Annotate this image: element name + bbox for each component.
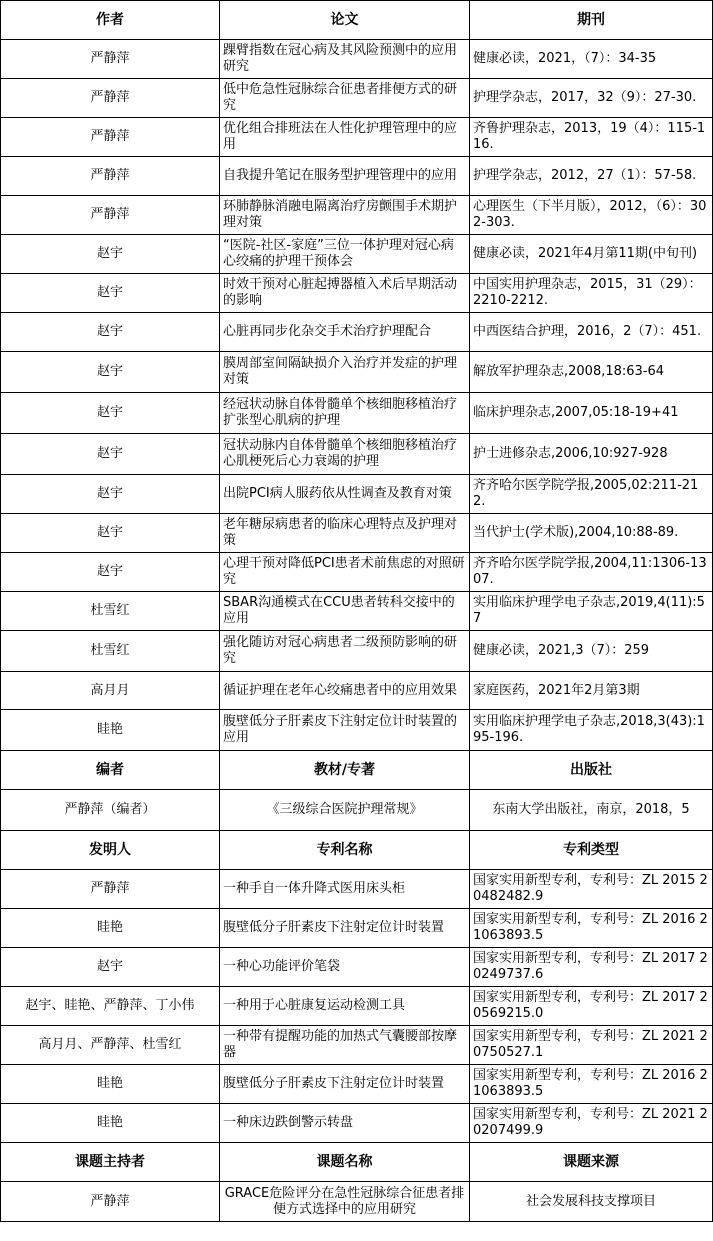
inventor-cell: 高月月、严静萍、杜雪红 <box>1 1026 220 1065</box>
paper-title-cell: 心脏再同步化杂交手术治疗护理配合 <box>220 313 470 352</box>
journal-cell: 家庭医药，2021年2月第3期 <box>470 672 713 710</box>
author-cell: 赵宇 <box>1 514 220 553</box>
column-header-project-leader: 课题主持者 <box>1 1143 220 1182</box>
project-source-cell: 社会发展科技支撑项目 <box>470 1182 713 1222</box>
paper-title-cell: 膜周部室间隔缺损介入治疗并发症的护理对策 <box>220 352 470 393</box>
papers-header-row <box>1 1 713 40</box>
table-row <box>1 157 713 196</box>
table-row <box>1 672 713 710</box>
author-cell: 赵宇 <box>1 235 220 274</box>
paper-title-cell: 强化随访对冠心病患者二级预防影响的研究 <box>220 631 470 672</box>
patent-type-cell: 国家实用新型专利，专利号：ZL 2017 2 0249737.6 <box>470 948 713 987</box>
author-cell: 高月月 <box>1 672 220 710</box>
table-row <box>1 235 713 274</box>
journal-cell: 健康必读，2021，（7）：34-35 <box>470 40 713 79</box>
inventor-cell: 眭艳 <box>1 1104 220 1143</box>
author-cell: 严静萍 <box>1 157 220 196</box>
patent-name-cell: 腹壁低分子肝素皮下注射定位计时装置 <box>220 909 470 948</box>
journal-cell: 齐齐哈尔医学院学报,2005,02:211-212. <box>470 475 713 514</box>
journal-cell: 护士进修杂志,2006,10:927-928 <box>470 434 713 475</box>
table-row <box>1 393 713 434</box>
editor-cell: 严静萍（编者） <box>1 790 220 831</box>
author-cell: 赵宇 <box>1 475 220 514</box>
patent-type-cell: 国家实用新型专利，专利号：ZL 2017 2 0569215.0 <box>470 987 713 1026</box>
author-cell: 严静萍 <box>1 40 220 79</box>
table-row <box>1 352 713 393</box>
author-cell: 赵宇 <box>1 553 220 592</box>
table-row <box>1 790 713 831</box>
inventor-cell: 严静萍 <box>1 870 220 909</box>
table-row <box>1 434 713 475</box>
author-cell: 严静萍 <box>1 196 220 235</box>
patent-type-cell: 国家实用新型专利，专利号：ZL 2016 2 1063893.5 <box>470 1065 713 1104</box>
author-cell: 赵宇 <box>1 434 220 475</box>
journal-cell: 齐鲁护理杂志，2013，19（4）：115-116. <box>470 118 713 157</box>
journal-cell: 当代护士(学术版),2004,10:88-89. <box>470 514 713 553</box>
paper-title-cell: 老年糖尿病患者的临床心理特点及护理对策 <box>220 514 470 553</box>
journal-cell: 中国实用护理杂志，2015，31（29）：2210-2212. <box>470 274 713 313</box>
projects-header-row <box>1 1143 713 1182</box>
table-row <box>1 118 713 157</box>
journal-cell: 心理医生（下半月版），2012，（6）：302-303. <box>470 196 713 235</box>
journal-cell: 护理学杂志，2012，27（1）：57-58. <box>470 157 713 196</box>
table-row <box>1 475 713 514</box>
journal-cell: 中西医结合护理，2016，2（7）：451. <box>470 313 713 352</box>
author-cell: 赵宇 <box>1 352 220 393</box>
table-row <box>1 313 713 352</box>
paper-title-cell: 循证护理在老年心绞痛患者中的应用效果 <box>220 672 470 710</box>
textbook-cell: 《三级综合医院护理常规》 <box>220 790 470 831</box>
author-cell: 眭艳 <box>1 710 220 751</box>
journal-cell: 齐齐哈尔医学院学报,2004,11:1306-1307. <box>470 553 713 592</box>
journal-cell: 实用临床护理学电子杂志,2018,3(43):195-196. <box>470 710 713 751</box>
paper-title-cell: 腹壁低分子肝素皮下注射定位计时装置的应用 <box>220 710 470 751</box>
paper-title-cell: 心理干预对降低PCI患者术前焦虑的对照研究 <box>220 553 470 592</box>
column-header-project-name: 课题名称 <box>220 1143 470 1182</box>
column-header-paper: 论文 <box>220 1 470 40</box>
journal-cell: 健康必读，2021,3（7）：259 <box>470 631 713 672</box>
table-row <box>1 710 713 751</box>
author-cell: 杜雪红 <box>1 631 220 672</box>
column-header-journal: 期刊 <box>470 1 713 40</box>
table-row <box>1 1026 713 1065</box>
column-header-publisher: 出版社 <box>470 751 713 790</box>
author-cell: 赵宇 <box>1 393 220 434</box>
patent-type-cell: 国家实用新型专利，专利号：ZL 2021 2 0750527.1 <box>470 1026 713 1065</box>
inventor-cell: 眭艳 <box>1 909 220 948</box>
paper-title-cell: 优化组合排班法在人性化护理管理中的应用 <box>220 118 470 157</box>
table-row <box>1 274 713 313</box>
table-row <box>1 196 713 235</box>
paper-title-cell: SBAR沟通模式在CCU患者转科交接中的应用 <box>220 592 470 631</box>
table-row <box>1 514 713 553</box>
column-header-project-source: 课题来源 <box>470 1143 713 1182</box>
column-header-author: 作者 <box>1 1 220 40</box>
table-row <box>1 40 713 79</box>
column-header-patent-name: 专利名称 <box>220 831 470 870</box>
journal-cell: 实用临床护理学电子杂志,2019,4(11):57 <box>470 592 713 631</box>
inventor-cell: 眭艳 <box>1 1065 220 1104</box>
author-cell: 严静萍 <box>1 79 220 118</box>
author-cell: 严静萍 <box>1 118 220 157</box>
publisher-cell: 东南大学出版社，南京，2018，5 <box>470 790 713 831</box>
table-row <box>1 1065 713 1104</box>
paper-title-cell: 冠状动脉内自体骨髓单个核细胞移植治疗心肌梗死后心力衰竭的护理 <box>220 434 470 475</box>
paper-title-cell: “医院-社区-家庭”三位一体护理对冠心病心绞痛的护理干预体会 <box>220 235 470 274</box>
journal-cell: 健康必读，2021年4月第11期(中旬刊) <box>470 235 713 274</box>
journal-cell: 临床护理杂志,2007,05:18-19+41 <box>470 393 713 434</box>
patent-name-cell: 一种带有提醒功能的加热式气囊腰部按摩器 <box>220 1026 470 1065</box>
project-leader-cell: 严静萍 <box>1 1182 220 1222</box>
author-cell: 杜雪红 <box>1 592 220 631</box>
paper-title-cell: 自我提升笔记在服务型护理管理中的应用 <box>220 157 470 196</box>
patent-name-cell: 一种用于心脏康复运动检测工具 <box>220 987 470 1026</box>
patent-type-cell: 国家实用新型专利，专利号：ZL 2021 2 0207499.9 <box>470 1104 713 1143</box>
table-row <box>1 909 713 948</box>
table-row <box>1 1104 713 1143</box>
paper-title-cell: 低中危急性冠脉综合征患者排便方式的研究 <box>220 79 470 118</box>
table-row <box>1 79 713 118</box>
paper-title-cell: 出院PCI病人服药依从性调查及教育对策 <box>220 475 470 514</box>
table-row <box>1 870 713 909</box>
table-row <box>1 553 713 592</box>
table-row <box>1 1182 713 1222</box>
author-cell: 赵宇 <box>1 274 220 313</box>
patent-name-cell: 一种手自一体升降式医用床头柜 <box>220 870 470 909</box>
inventor-cell: 赵宇、眭艳、严静萍、丁小伟 <box>1 987 220 1026</box>
patents-header-row <box>1 831 713 870</box>
project-name-cell: GRACE危险评分在急性冠脉综合征患者排便方式选择中的应用研究 <box>220 1182 470 1222</box>
paper-title-cell: 踝臂指数在冠心病及其风险预测中的应用研究 <box>220 40 470 79</box>
column-header-editor: 编者 <box>1 751 220 790</box>
inventor-cell: 赵宇 <box>1 948 220 987</box>
paper-title-cell: 时效干预对心脏起搏器植入术后早期活动的影响 <box>220 274 470 313</box>
patent-name-cell: 一种床边跌倒警示转盘 <box>220 1104 470 1143</box>
journal-cell: 解放军护理杂志,2008,18:63-64 <box>470 352 713 393</box>
paper-title-cell: 环肺静脉消融电隔离治疗房颤围手术期护理对策 <box>220 196 470 235</box>
patent-type-cell: 国家实用新型专利，专利号：ZL 2016 2 1063893.5 <box>470 909 713 948</box>
author-cell: 赵宇 <box>1 313 220 352</box>
paper-title-cell: 经冠状动脉自体骨髓单个核细胞移植治疗扩张型心肌病的护理 <box>220 393 470 434</box>
books-header-row <box>1 751 713 790</box>
column-header-textbook: 教材/专著 <box>220 751 470 790</box>
patent-name-cell: 一种心功能评价笔袋 <box>220 948 470 987</box>
table-row <box>1 948 713 987</box>
column-header-inventor: 发明人 <box>1 831 220 870</box>
table-row <box>1 631 713 672</box>
journal-cell: 护理学杂志，2017，32（9）：27-30. <box>470 79 713 118</box>
table-row <box>1 987 713 1026</box>
patent-type-cell: 国家实用新型专利，专利号：ZL 2015 2 0482482.9 <box>470 870 713 909</box>
table-row <box>1 592 713 631</box>
patent-name-cell: 腹壁低分子肝素皮下注射定位计时装置 <box>220 1065 470 1104</box>
column-header-patent-type: 专利类型 <box>470 831 713 870</box>
